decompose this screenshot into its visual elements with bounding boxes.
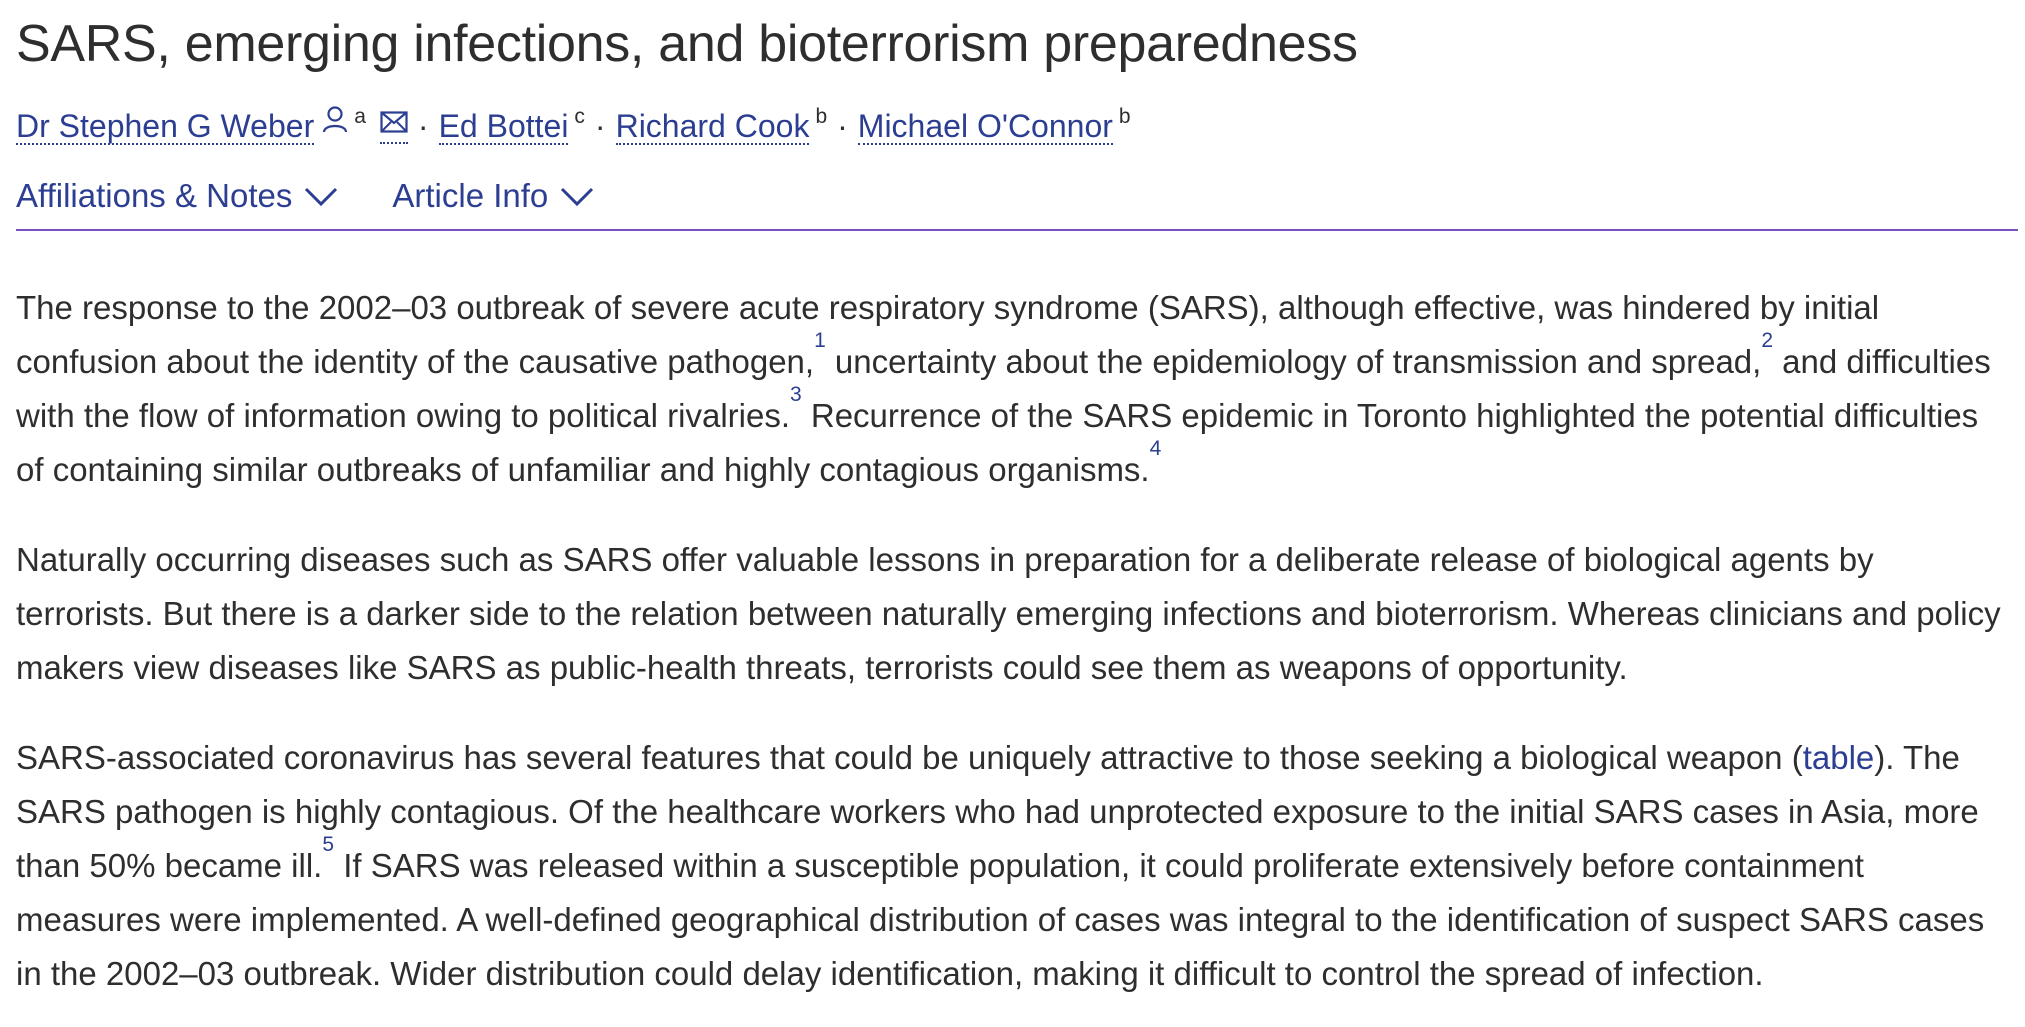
paragraph-text: uncertainty about the epidemiology of transmission and spread,	[825, 343, 1762, 380]
mail-icon[interactable]	[380, 102, 408, 144]
paragraph-text: The response to the 2002–03 outbreak of severe acute respiratory syndrome (SARS), although effective, was hindered by initial confusion about the identity of the causative pathogen,	[16, 289, 1880, 380]
affiliations-notes-toggle[interactable]	[16, 175, 338, 217]
body-paragraph	[16, 731, 2006, 1001]
author-separator: ·	[417, 108, 429, 144]
paragraph-text: Recurrence of the SARS epidemic in Toronto highlighted the potential difficulties of containing similar outbreaks of unfamiliar and highly contagious organisms.	[16, 397, 1979, 488]
header-divider	[16, 229, 2018, 231]
person-icon	[322, 105, 348, 133]
author-separator: ·	[837, 108, 848, 144]
author-link-cook[interactable]: Richard Cook	[615, 108, 810, 144]
author-link-bottei[interactable]: Ed Bottei	[438, 108, 569, 144]
author-affiliation-sup: b	[815, 105, 828, 128]
author-affiliation-sup: b	[1118, 105, 1131, 128]
chevron-down-icon	[304, 176, 338, 218]
author-link-oconnor[interactable]: Michael O'Connor	[857, 108, 1113, 144]
author-affiliation-sup: a	[354, 105, 366, 128]
author-list	[16, 106, 2009, 151]
paragraph-text: and difficulties with the flow of information owing to political rivalries.	[16, 343, 1991, 434]
article-title: SARS, emerging infections, and bioterrorism preparedness	[16, 15, 1358, 73]
body-paragraph	[16, 533, 2006, 695]
body-paragraph	[16, 281, 2006, 497]
author-affiliation-sup: c	[574, 105, 585, 128]
paragraph-text: Naturally occurring diseases such as SARS offer valuable lessons in preparation for a deliberate release of biological agents by terrorists. But there is a darker side to the relation between naturally emerging infections and bioterrorism. Whereas clinicians and policy makers view diseases like SARS as public-health threats, terrorists could see them as weapons of opportunity.	[16, 541, 2001, 686]
article-info-toggle[interactable]	[392, 175, 594, 217]
reference-link[interactable]: 3	[790, 383, 802, 406]
paragraph-text: If SARS was released within a susceptible population, it could proliferate extensively before containment measures were implemented. A well-defined geographical distribution of cases was integral to the identification of suspect SARS cases in the 2002–03 outbreak. Wider distribution could delay identification, making it difficult to control the spread of infection.	[16, 847, 1985, 992]
article-info-label: Article Info	[392, 177, 549, 214]
paragraph-text: SARS-associated coronavirus has several features that could be uniquely attractive to those seeking a biological weapon (	[16, 739, 1803, 776]
article-meta-toggles	[16, 175, 2009, 217]
paragraph-text: ). The SARS pathogen is highly contagious. Of the healthcare workers who had unprotected exposure to the initial SARS cases in Asia, more than 50% became ill.	[16, 739, 1979, 884]
article-body	[16, 281, 2006, 1001]
reference-link[interactable]: 4	[1149, 437, 1162, 460]
reference-link[interactable]: 1	[814, 329, 826, 352]
affiliations-notes-label: Affiliations & Notes	[16, 177, 293, 214]
chevron-down-icon	[560, 176, 594, 218]
table-link[interactable]: table	[1802, 739, 1875, 776]
reference-link[interactable]: 2	[1761, 329, 1774, 352]
author-separator: ·	[594, 108, 606, 144]
author-link-weber[interactable]: Dr Stephen G Weber	[16, 108, 315, 144]
reference-link[interactable]: 5	[322, 833, 335, 856]
